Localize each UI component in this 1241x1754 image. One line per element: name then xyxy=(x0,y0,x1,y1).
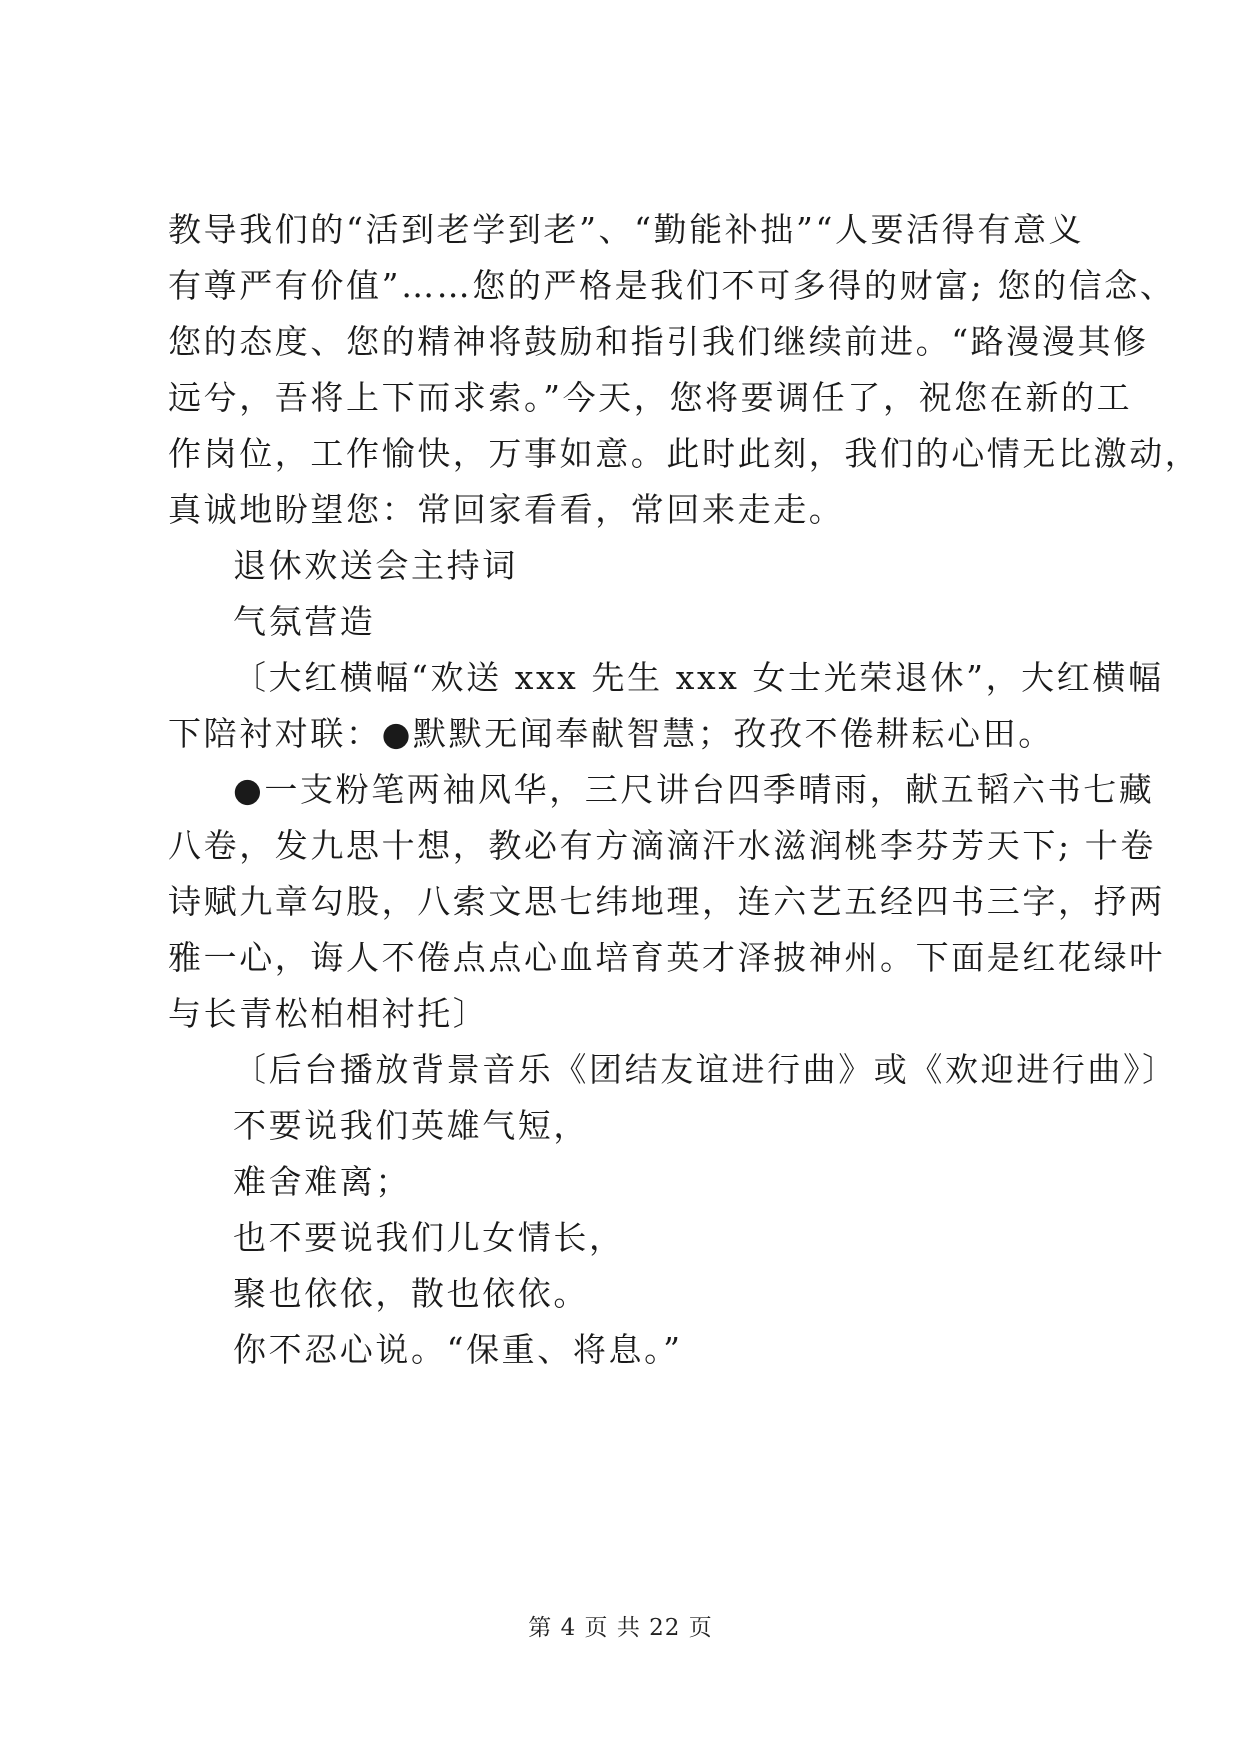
body-line-1: 教导我们的“活到老学到老”、“勤能补拙”“人要活得有意义 xyxy=(168,210,1085,249)
body-line-4: 远兮，吾将上下而求索。”今天，您将要调任了，祝您在新的工 xyxy=(168,378,1133,417)
poem-line-3: 也不要说我们儿女情长， xyxy=(233,1218,625,1257)
poem-line-5: 你不忍心说。“保重、将息。” xyxy=(233,1330,683,1369)
section-subtitle: 气氛营造 xyxy=(233,602,376,641)
page-number-footer: 第 4 页 共 22 页 xyxy=(528,1615,713,1641)
body-line-5: 作岗位，工作愉快，万事如意。此时此刻，我们的心情无比激动， xyxy=(168,434,1201,473)
poem-line-2: 难舍难离； xyxy=(233,1162,411,1201)
body-line-14: 雅一心，诲人不倦点点心血培育英才泽披神州。下面是红花绿叶 xyxy=(168,938,1165,977)
section-title: 退休欢送会主持词 xyxy=(233,546,518,585)
body-line-13: 诗赋九章勾股，八索文思七纬地理，连六艺五经四书三字，抒两 xyxy=(168,882,1165,921)
body-line-15: 与长青松柏相衬托〕 xyxy=(168,994,489,1033)
poem-line-4: 聚也依依，散也依依。 xyxy=(233,1274,589,1313)
poem-line-1: 不要说我们英雄气短， xyxy=(233,1106,589,1145)
body-line-12: 八卷，发九思十想，教必有方滴滴汗水滋润桃李芬芳天下; 十卷 xyxy=(168,826,1157,865)
body-line-2: 有尊严有价值”……您的严格是我们不可多得的财富; 您的信念、 xyxy=(168,266,1176,305)
body-line-6: 真诚地盼望您：常回家看看，常回来走走。 xyxy=(168,490,845,529)
body-line-3: 您的态度、您的精神将鼓励和指引我们继续前进。“路漫漫其修 xyxy=(168,322,1149,361)
body-line-10: 下陪衬对联：●默默无闻奉献智慧；孜孜不倦耕耘心田。 xyxy=(168,714,1054,753)
body-line-16: 〔后台播放背景音乐《团结友谊进行曲》或《欢迎进行曲》〕 xyxy=(233,1050,1178,1089)
body-line-11: ●一支粉笔两袖风华，三尺讲台四季晴雨，献五韬六书七藏 xyxy=(233,770,1155,809)
body-line-9: 〔大红横幅“欢送 xxx 先生 xxx 女士光荣退休”，大红横幅 xyxy=(233,658,1164,697)
